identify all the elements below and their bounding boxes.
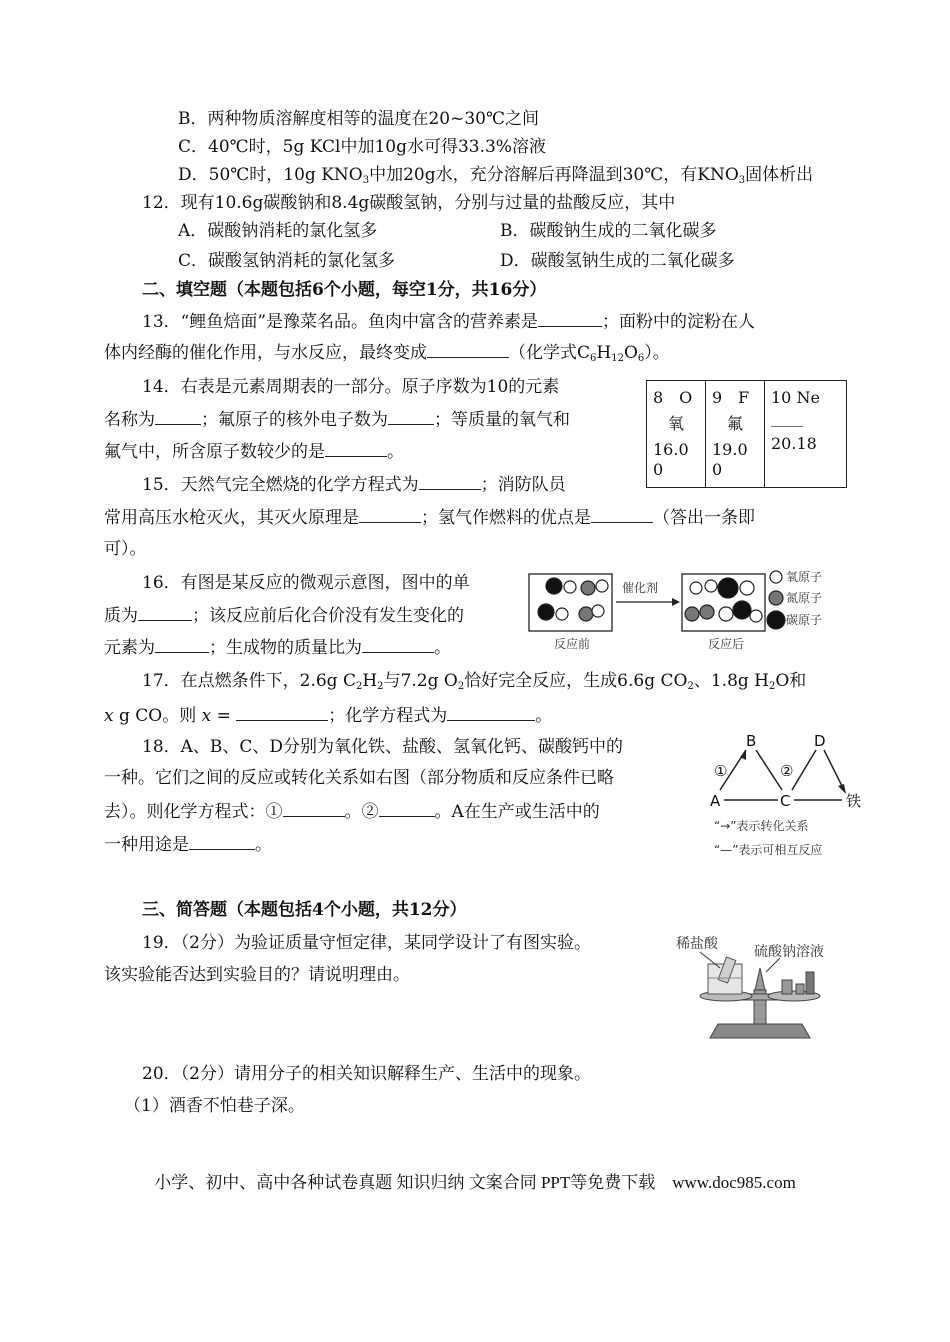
section-2-title: 二、填空题（本题包括6个小题，每空1分，共16分） [142,280,547,300]
answer-blank[interactable] [388,408,434,425]
q14-line-1: 14．右表是元素周期表的一部分。原子序数为10的元素 [142,377,560,397]
element-mass: 20.18 [771,434,817,453]
balance-experiment-figure [670,928,852,1048]
node-a: A [710,792,721,810]
element-cell-oxygen [647,381,706,488]
catalyst-label: 催化剂 [622,581,659,595]
element-name: 氧 [667,414,684,433]
q19-line-1: 19．（2分）为验证质量守恒定律，某同学设计了有图实验。 [142,933,591,953]
q15-line-3: 可）。 [104,539,147,559]
q19-line-2: 该实验能否达到实验目的？请说明理由。 [104,965,410,985]
q15-line-2: 常用高压水枪灭火，其灭火原理是 ；氢气作燃料的优点是 （答出一条即 [104,508,755,528]
answer-blank[interactable] [236,704,328,721]
balance-icon [700,957,820,1038]
legend-nitrogen-label: 氮原子 [786,591,823,605]
legend-oxygen-icon [770,571,782,583]
answer-blank[interactable] [379,800,435,817]
node-d: D [814,732,826,750]
element-mass-wrap: 0 [653,460,664,479]
section-3-title: 三、简答题（本题包括4个小题，共12分） [142,900,467,920]
element-cell-fluorine [706,381,765,488]
element-cell-neon [765,381,847,488]
periodic-table-excerpt [646,380,847,488]
q11-option-b: B．两种物质溶解度相等的温度在20~30℃之间 [178,109,540,129]
reaction-micro-diagram [526,568,846,656]
q13-line-2: 体内经酶的催化作用，与水反应，最终变成 （化学式$C_6H_{12}O_6$）。 [104,343,670,364]
q16-line-3: 元素为 ；生成物的质量比为 。 [104,638,451,658]
answer-blank[interactable] [427,341,509,358]
q15-line-1: 15．天然气完全燃烧的化学方程式为 ；消防队员 [142,475,566,495]
element-mass-wrap: 0 [712,460,723,479]
q12-option-b: B．碳酸钠生成的二氧化碳多 [500,221,717,241]
legend-carbon-label: 碳原子 [786,613,823,627]
answer-blank[interactable] [189,833,255,850]
answer-blank[interactable] [283,800,345,817]
page-footer: 小学、初中、高中各种试卷真题 知识归纳 文案合同 PPT等免费下载 www.doc985.com [154,1173,796,1192]
before-label: 反应前 [554,637,591,651]
q17-line-1: 17．在点燃条件下，2.6g $C_2H_2$与7.2g $O_2$恰好完全反应，生成6.6g $CO_2$、1.8g $H_2O$和 [142,671,807,692]
q11-option-d: D．50℃时，10g $KNO_3$中加20g水，充分溶解后再降温到30℃，有$KNO_3$固体析出 [178,165,814,186]
answer-blank[interactable] [591,506,653,523]
element-number-symbol: 8 O [653,388,693,407]
legend-arrow: “→”表示转化关系 [714,819,809,833]
q20-line-2: （1）酒香不怕巷子深。 [124,1096,305,1116]
answer-blank[interactable] [538,310,602,327]
q18-line-3: 去）。则化学方程式：① 。② 。A在生产或生活中的 [104,802,600,822]
q12-option-c: C．碳酸氢钠消耗的氯化氢多 [178,251,396,271]
q13-line-1: 13．“鲤鱼焙面”是豫菜名品。鱼肉中富含的营养素是 ；面粉中的淀粉在人 [142,312,756,332]
element-name-blank: ____ [771,408,803,427]
answer-blank[interactable] [362,636,434,653]
legend-carbon-icon [767,611,785,629]
element-name: 氟 [726,414,743,433]
substance-relation-diagram [706,728,874,864]
q17-line-2: x g CO。则 x = ；化学方程式为 。 [104,706,553,726]
q14-line-2: 名称为 ；氟原子的核外电子数为 ；等质量的氧气和 [104,410,570,430]
q18-line-1: 18．A、B、C、D分别为氧化铁、盐酸、氢氧化钙、碳酸钙中的 [142,737,624,757]
q11-option-c: C．40℃时，5g KCl中加10g水可得33.3%溶液 [178,137,546,157]
answer-blank[interactable] [138,604,192,621]
q14-line-3: 氟气中，所含原子数较少的是 。 [104,442,404,462]
node-iron: 铁 [846,792,862,810]
answer-blank[interactable] [155,408,201,425]
legend-nitrogen-icon [769,591,783,605]
node-b: B [746,732,757,750]
legend-oxygen-label: 氧原子 [786,570,823,584]
element-mass: 16.0 [653,440,689,459]
q16-line-2: 质为 ；该反应前后化合价没有发生变化的 [104,606,464,626]
answer-blank[interactable] [359,506,421,523]
mark-1: ① [714,762,728,780]
answer-blank[interactable] [325,440,387,457]
element-mass: 19.0 [712,440,748,459]
after-label: 反应后 [708,637,745,651]
answer-blank[interactable] [419,473,481,490]
legend-line: “—”表示可相互反应 [714,843,823,857]
q18-line-4: 一种用途是 。 [104,835,272,855]
q18-line-2: 一种。它们之间的反应或转化关系如右图（部分物质和反应条件已略 [104,768,614,788]
element-number-symbol: 10 Ne [771,388,820,407]
label-dilute-hcl: 稀盐酸 [676,936,718,952]
element-number-symbol: 9 F [712,388,750,407]
q12-option-d: D．碳酸氢钠生成的二氧化碳多 [500,251,735,271]
q12-option-a: A．碳酸钠消耗的氯化氢多 [178,221,378,241]
q16-line-1: 16．有图是某反应的微观示意图，图中的单 [142,573,470,593]
q12-stem: 12．现有10.6g碳酸钠和8.4g碳酸氢钠，分别与过量的盐酸反应，其中 [142,193,676,213]
mark-2: ② [780,762,794,780]
answer-blank[interactable] [447,704,535,721]
label-sodium-sulfate: 硫酸钠溶液 [754,944,824,960]
answer-blank[interactable] [155,636,209,653]
q20-line-1: 20．（2分）请用分子的相关知识解释生产、生活中的现象。 [142,1064,591,1084]
node-c: C [780,792,791,810]
